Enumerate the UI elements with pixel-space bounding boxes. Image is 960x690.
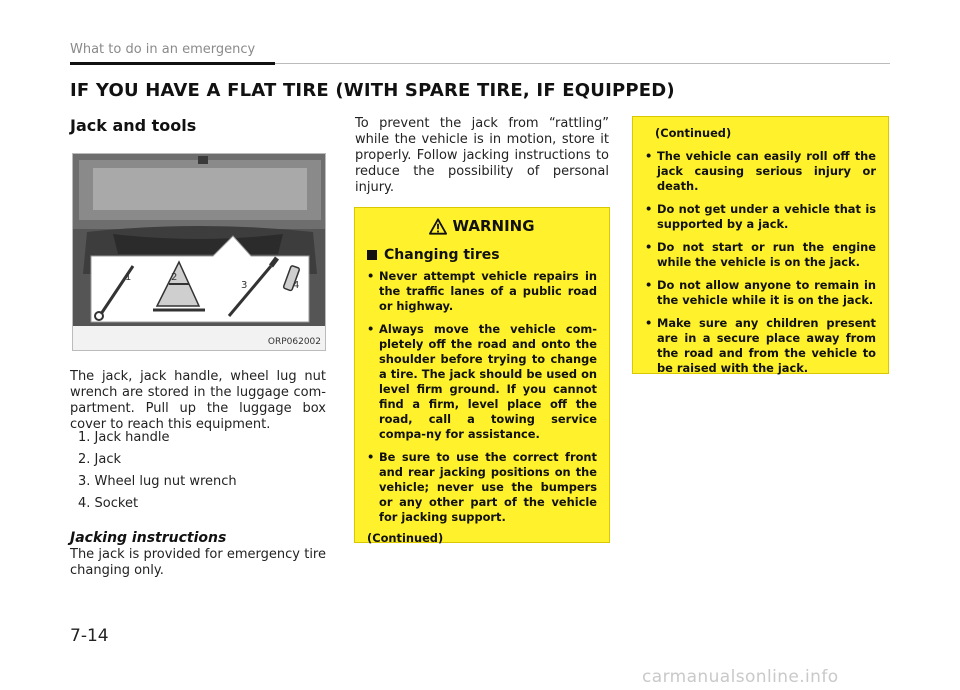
square-bullet-icon	[367, 250, 377, 260]
header-rule	[70, 62, 275, 65]
jacking-paragraph: The jack is provided for emergency tire changing only.	[70, 547, 326, 578]
list-item: 1. Jack handle	[78, 430, 170, 445]
warning-header	[367, 215, 597, 237]
warning-bullet	[645, 202, 876, 232]
jacking-title: Jacking instructions	[70, 530, 227, 546]
storage-paragraph: To prevent the jack from “rattling” while the vehicle is in motion, store it properly. Follow jacking instructions to reduce the possibility of personal injury.	[355, 116, 609, 195]
warning-bullets	[367, 269, 597, 525]
warning-bullet	[645, 240, 876, 270]
bullet-text: The vehicle can easily roll off the jack causing serious injury or death.	[657, 149, 876, 193]
tools-illustration	[73, 154, 326, 351]
warning-bullet	[367, 322, 597, 442]
figure-jack-tools	[72, 153, 326, 351]
list-item: 2. Jack	[78, 452, 122, 467]
warning-subheading-text: Changing tires	[384, 247, 500, 263]
warning-bullets-continued	[645, 149, 876, 376]
bullet-dot-icon: •	[645, 149, 653, 163]
bullet-dot-icon: •	[367, 269, 375, 283]
intro-paragraph: The jack, jack handle, wheel lug nut wrench are stored in the luggage com-partment. Pull up the luggage box cover to reach this equipment.	[70, 369, 326, 432]
list-item: 4. Socket	[78, 496, 139, 511]
warning-continued-top: (Continued)	[655, 126, 732, 140]
callout-4: 4	[293, 280, 300, 291]
warning-continued: (Continued)	[367, 531, 444, 545]
warning-box-continued	[632, 116, 889, 374]
bullet-dot-icon: •	[645, 240, 653, 254]
bullet-text: Do not start or run the engine while the vehicle is on the jack.	[657, 240, 876, 269]
warning-triangle-icon	[429, 218, 447, 235]
figure-code: ORP062002	[267, 337, 321, 347]
warning-bullet	[367, 269, 597, 314]
warning-bullet	[645, 316, 876, 376]
bullet-text: Never attempt vehicle repairs in the traffic lanes of a public road or highway.	[379, 269, 597, 313]
warning-bullet	[645, 278, 876, 308]
sub-title: Jack and tools	[70, 116, 197, 135]
watermark[interactable]: carmanualsonline.info	[642, 667, 839, 687]
warning-label: WARNING	[452, 217, 535, 235]
warning-bullet	[645, 149, 876, 194]
callout-3: 3	[241, 280, 248, 291]
bullet-dot-icon: •	[367, 322, 375, 336]
header-rule-thin	[275, 63, 890, 64]
warning-bullet	[367, 450, 597, 525]
bullet-text: Make sure any children present are in a secure place away from the road and from the vehicle to be raised with the jack.	[657, 316, 876, 375]
bullet-text: Always move the vehicle com-pletely off the road and onto the shoulder before trying to change a tire. The jack should be used on level firm ground. If you cannot find a firm, level place off the road, call a towing service compa-ny for assistance.	[379, 322, 597, 441]
warning-subheading	[367, 247, 597, 263]
bullet-dot-icon: •	[645, 278, 653, 292]
header-text: What to do in an emergency	[70, 42, 256, 57]
tool-list	[78, 430, 237, 518]
callout-1: 1	[125, 272, 132, 283]
warning-box	[354, 207, 610, 543]
section-title: IF YOU HAVE A FLAT TIRE (WITH SPARE TIRE, IF EQUIPPED)	[70, 80, 675, 101]
list-item: 3. Wheel lug nut wrench	[78, 474, 237, 489]
bullet-text: Be sure to use the correct front and rear jacking positions on the vehicle; never use the bumpers or any other part of the vehicle for jacking support.	[379, 450, 597, 524]
bullet-dot-icon: •	[645, 202, 653, 216]
bullet-dot-icon: •	[367, 450, 375, 464]
bullet-dot-icon: •	[645, 316, 653, 330]
page-number: 7-14	[70, 626, 109, 646]
bullet-text: Do not get under a vehicle that is supported by a jack.	[657, 202, 876, 231]
bullet-text: Do not allow anyone to remain in the vehicle while it is on the jack.	[657, 278, 876, 307]
callout-2: 2	[171, 272, 178, 283]
